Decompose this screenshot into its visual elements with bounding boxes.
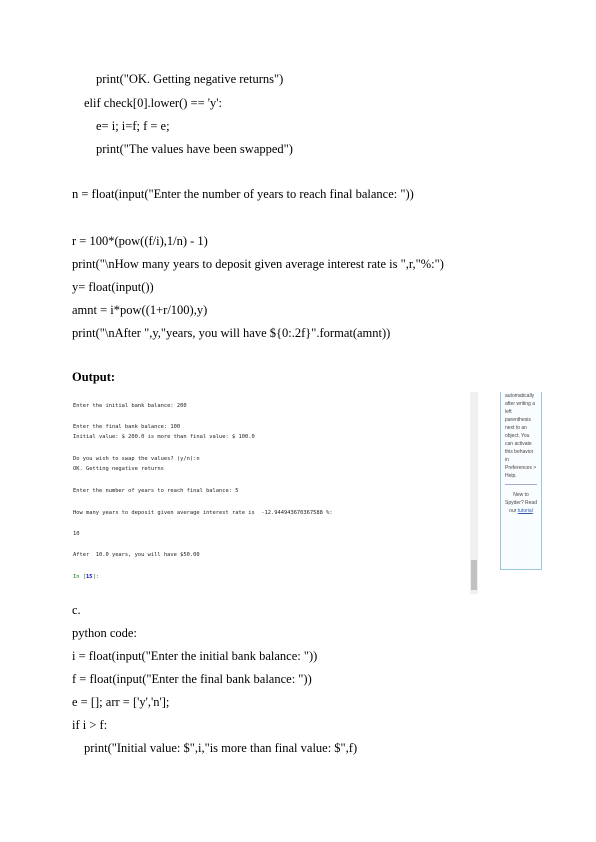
tutorial-link[interactable]: tutorial: [517, 508, 533, 514]
code-line-print-swapped: print("The values have been swapped"): [96, 142, 293, 156]
console-scrollbar[interactable]: [470, 392, 478, 594]
console-line: Enter the initial bank balance: 200: [73, 403, 187, 409]
section-label-c: c.: [72, 603, 81, 617]
help-tutorial-line: [505, 507, 537, 515]
help-text-line: in: [505, 457, 509, 463]
prompt-number: 15: [85, 574, 93, 580]
console-scrollbar-thumb[interactable]: [471, 560, 477, 590]
code-line-print-after: print("\nAfter ",y,"years, you will have ${0:.2f}".format(amnt)): [72, 326, 391, 340]
code-line-i-input: i = float(input("Enter the initial bank balance: ")): [72, 649, 318, 663]
console-line: Enter the number of years to reach final balance: 5: [73, 488, 239, 494]
python-code-label: python code:: [72, 626, 137, 640]
help-our: our: [509, 508, 518, 514]
help-spyder-read: Spyder? Read: [505, 500, 537, 506]
help-text-line: parenthesis: [505, 417, 531, 423]
console-line: 10: [73, 531, 80, 537]
code-line-print-rate: print("\nHow many years to deposit given average interest rate is ",r,"%:"): [72, 257, 444, 271]
prompt-end: ]:: [92, 574, 99, 580]
code-line-print-ok: print("OK. Getting negative returns"): [96, 72, 284, 86]
help-text-line: after writing a: [505, 401, 536, 407]
right-strip: [544, 392, 565, 594]
code-line-print-initial: print("Initial value: $",i,"is more than final value: $",f): [84, 741, 358, 755]
help-text-line: automatically: [505, 393, 535, 399]
code-line-years-input: n = float(input("Enter the number of years to reach final balance: ")): [72, 187, 414, 201]
console-line: How many years to deposit given average interest rate is -12.944943670367588 %:: [73, 510, 333, 516]
code-line-elif-check: elif check[0].lower() == 'y':: [84, 96, 222, 110]
help-text-line: left: [505, 409, 512, 415]
help-new-to: New to: [513, 492, 529, 498]
console-line: Do you wish to swap the values? (y/n):n: [73, 456, 200, 462]
code-line-rate-calc: r = 100*(pow((f/i),1/n) - 1): [72, 234, 208, 248]
help-text-line: can activate: [505, 441, 532, 447]
console-line: After 10.0 years, you will have $50.00: [73, 552, 200, 558]
help-text-line: this behavior: [505, 449, 534, 455]
code-line-amnt-calc: amnt = i*pow((1+r/100),y): [72, 303, 208, 317]
console-screenshot: [70, 392, 565, 594]
console-line: Enter the final bank balance: 100: [73, 424, 181, 430]
output-heading: Output:: [72, 370, 116, 384]
help-divider: [505, 484, 537, 485]
help-text-line: Help.: [505, 473, 517, 479]
help-text-line: object. You: [505, 433, 530, 439]
help-text-line: next to an: [505, 425, 527, 431]
code-line-if: if i > f:: [72, 718, 108, 732]
help-text-line: Preferences >: [505, 465, 537, 471]
console-prompt[interactable]: [73, 574, 99, 581]
console-output: [70, 392, 470, 594]
console-line: OK. Getting negative returns: [73, 466, 164, 472]
code-line-e-arr: e = []; arr = ['y','n'];: [72, 695, 170, 709]
code-line-swap-assign: e= i; i=f; f = e;: [96, 119, 170, 133]
help-panel: [500, 392, 542, 570]
prompt-in-label: In [: [73, 574, 86, 580]
code-line-y-input: y= float(input()): [72, 280, 154, 294]
code-line-f-input: f = float(input("Enter the final bank balance: ")): [72, 672, 312, 686]
console-line: Initial value: $ 200.0 is more than final value: $ 100.0: [73, 434, 255, 440]
